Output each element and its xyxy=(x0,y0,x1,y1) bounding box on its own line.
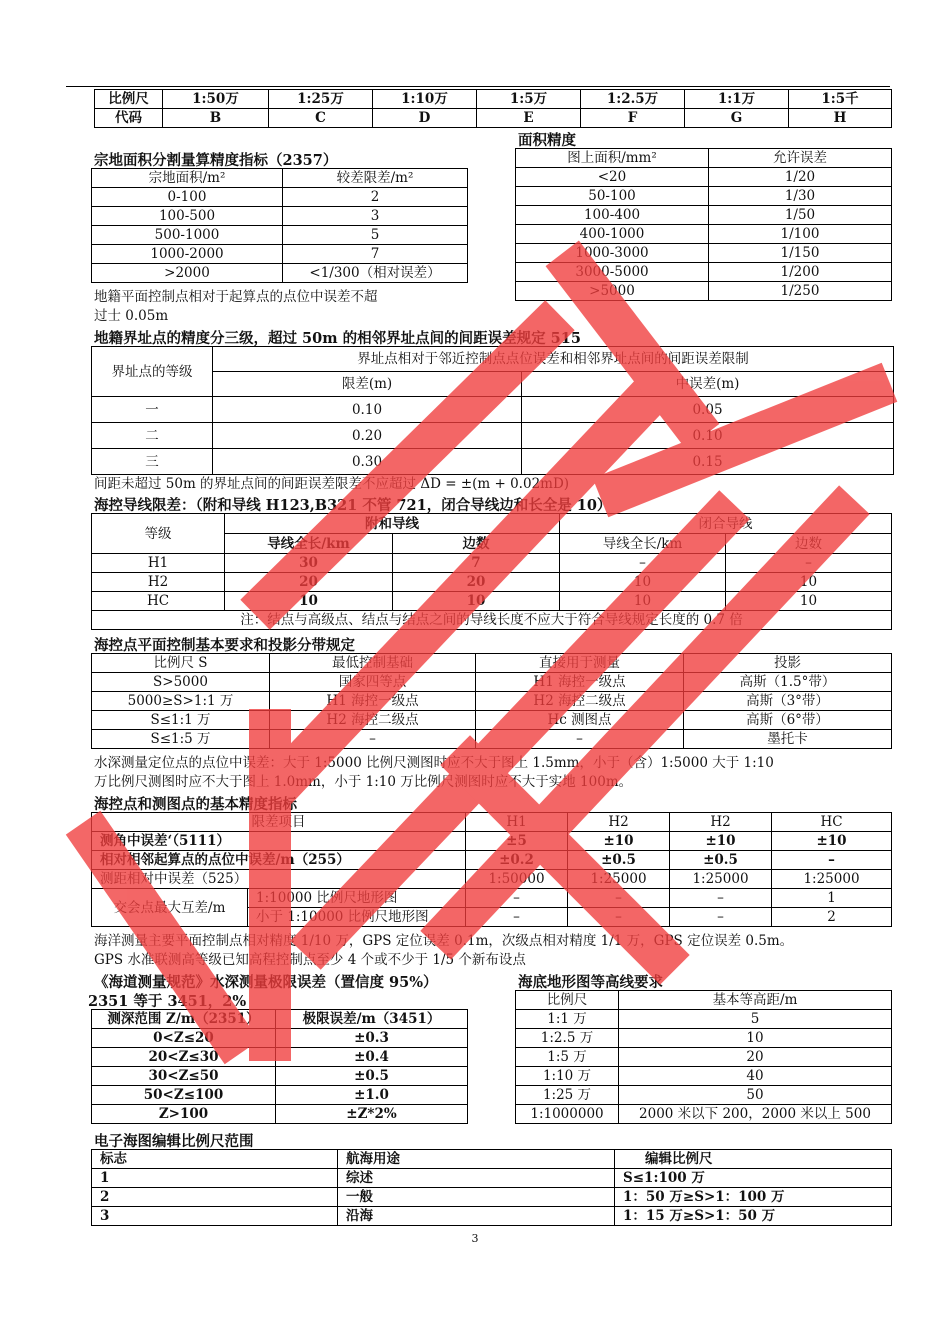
table-header-cell: 投影 xyxy=(684,654,892,673)
table-cell: 400-1000 xyxy=(516,225,709,244)
table-cell: 相对相邻起算点的点位中误差/m（255） xyxy=(92,851,466,870)
table-cell: H2 海控二级点 xyxy=(476,692,684,711)
table-cell: <20 xyxy=(516,168,709,187)
table-cell: 7 xyxy=(393,554,560,573)
table-row xyxy=(92,188,468,207)
table-cell: 1:10万 xyxy=(373,90,477,109)
table-row xyxy=(516,187,892,206)
table-cell: 1:25000 xyxy=(568,870,670,889)
table-header-cell: 界址点相对于邻近控制点点位误差和相邻界址点间的间距误差限制 xyxy=(213,347,894,372)
table-cell: 1:25000 xyxy=(670,870,772,889)
table-row xyxy=(516,1029,892,1048)
table-cell: 1:5 万 xyxy=(516,1048,619,1067)
table-row xyxy=(92,1029,468,1048)
table-row xyxy=(516,225,892,244)
table-cell: 3 xyxy=(283,207,468,226)
basic-req-table xyxy=(91,653,892,749)
table-cell: 1:1万 xyxy=(685,90,789,109)
precision-note-line2: GPS 水准联测高等级已知高程控制点至少 4 个或不少于 1/5 个新布设点 xyxy=(94,952,526,968)
parcel-title: 宗地面积分割量算精度指标（2357） xyxy=(94,152,338,169)
table-cell: 高斯（6°带） xyxy=(684,711,892,730)
table-row xyxy=(516,282,892,301)
table-cell: S≤1:100 万 xyxy=(615,1169,892,1188)
table-cell: 1:10000 比例尺地形图 xyxy=(248,889,466,908)
table-cell: 1:2.5万 xyxy=(581,90,685,109)
table-row xyxy=(516,1067,892,1086)
table-header-cell: 边数 xyxy=(726,534,892,554)
table-cell: 1:25000 xyxy=(772,870,892,889)
table-cell: 2 xyxy=(92,1188,338,1207)
depth-title: 《海道测量规范》水深测量极限误差（置信度 95%） xyxy=(94,974,438,991)
table-row xyxy=(516,168,892,187)
table-cell: 1:5万 xyxy=(477,90,581,109)
table-cell: 2 xyxy=(283,188,468,207)
contour-table xyxy=(515,990,892,1124)
table-cell: 50<Z≤100 xyxy=(92,1086,276,1105)
table-cell: ±1.0 xyxy=(276,1086,468,1105)
table-cell: 0-100 xyxy=(92,188,283,207)
table-cell: 测距相对中误差（525） xyxy=(92,870,466,889)
table-header-row xyxy=(92,1150,892,1169)
table-cell: 1 xyxy=(92,1169,338,1188)
contour-title: 海底地形图等高线要求 xyxy=(518,974,663,991)
boundary-table xyxy=(91,346,894,475)
table-cell: >5000 xyxy=(516,282,709,301)
table-row xyxy=(92,730,892,749)
table-row xyxy=(516,244,892,263)
table-cell: – xyxy=(670,889,772,908)
table-cell: 100-400 xyxy=(516,206,709,225)
table-header-cell: 限差项目 xyxy=(92,813,466,832)
table-cell: 1/250 xyxy=(709,282,892,301)
table-cell: H1 海控一级点 xyxy=(270,692,476,711)
table-cell: H1 xyxy=(92,554,225,573)
table-cell: 10 xyxy=(726,573,892,592)
table-cell: 墨托卡 xyxy=(684,730,892,749)
table-cell: ±0.5 xyxy=(276,1067,468,1086)
table-header-row xyxy=(92,347,894,372)
table-cell: 5000≥S>1:1 万 xyxy=(92,692,270,711)
table-cell: 10 xyxy=(393,592,560,611)
table-cell: 20 xyxy=(619,1048,892,1067)
traverse-title: 海控导线限差：（附和导线 H123,B321 不管 721，闭合导线边和长全是 10） xyxy=(94,497,612,514)
table-cell: 1:1000000 xyxy=(516,1105,619,1124)
table-cell: 1/100 xyxy=(709,225,892,244)
table-cell: ±0.5 xyxy=(670,851,772,870)
table-row xyxy=(92,1086,468,1105)
table-cell: 1:2.5 万 xyxy=(516,1029,619,1048)
table-cell: H1 海控一级点 xyxy=(476,673,684,692)
table-cell: 0<Z≤20 xyxy=(92,1029,276,1048)
table-row xyxy=(516,1048,892,1067)
table-cell: – xyxy=(560,554,726,573)
enc-table xyxy=(91,1149,892,1226)
table-row xyxy=(92,611,892,630)
table-cell: 20 xyxy=(225,573,393,592)
table-cell: 1000-2000 xyxy=(92,245,283,264)
table-cell: 1：15 万≥S>1：50 万 xyxy=(615,1207,892,1226)
table-cell: H xyxy=(789,109,892,128)
table-cell: 30 xyxy=(225,554,393,573)
table-cell: ±10 xyxy=(670,832,772,851)
table-row xyxy=(516,263,892,282)
header-rule xyxy=(66,86,890,87)
table-row xyxy=(516,206,892,225)
table-header-cell: 基本等高距/m xyxy=(619,991,892,1010)
table-cell: 一般 xyxy=(338,1188,615,1207)
table-cell: 高斯（1.5°带） xyxy=(684,673,892,692)
boundary-note: 间距未超过 50m 的界址点间的间距误差限差不应超过 ΔD = ±(m + 0.02mD) xyxy=(94,476,570,492)
table-cell: ±0.3 xyxy=(276,1029,468,1048)
table-header-cell: 航海用途 xyxy=(338,1150,615,1169)
table-cell: Hc 测图点 xyxy=(476,711,684,730)
table-cell: H2 xyxy=(92,573,225,592)
table-header-cell: H1 xyxy=(466,813,568,832)
table-cell: – xyxy=(476,730,684,749)
table-row xyxy=(516,1010,892,1029)
table-row xyxy=(92,423,894,449)
table-row xyxy=(92,870,892,889)
table-header-row xyxy=(92,372,894,397)
table-cell: 综述 xyxy=(338,1169,615,1188)
table-cell: 2000 米以下 200，2000 米以上 500 xyxy=(619,1105,892,1124)
table-cell: 1：50 万≥S>1：100 万 xyxy=(615,1188,892,1207)
table-cell: 10 xyxy=(560,573,726,592)
scale-code-table xyxy=(94,89,892,128)
table-cell: 30<Z≤50 xyxy=(92,1067,276,1086)
table-cell: 5 xyxy=(283,226,468,245)
table-header-row xyxy=(92,813,892,832)
table-row xyxy=(92,1105,468,1124)
table-cell: HC xyxy=(92,592,225,611)
parcel-note-line2: 过士 0.05m xyxy=(94,308,169,324)
table-cell: 0.15 xyxy=(522,449,894,475)
table-row xyxy=(95,109,892,128)
traverse-table xyxy=(91,513,892,630)
table-row xyxy=(92,1207,892,1226)
table-cell: 20 xyxy=(393,573,560,592)
table-header-cell: 图上面积/mm² xyxy=(516,149,709,168)
table-header-cell: 附和导线 xyxy=(225,514,560,534)
table-cell: 1:5千 xyxy=(789,90,892,109)
table-cell: ±5 xyxy=(466,832,568,851)
table-cell: 沿海 xyxy=(338,1207,615,1226)
table-header-cell: 允许误差 xyxy=(709,149,892,168)
table-cell: 40 xyxy=(619,1067,892,1086)
table-cell: 0.10 xyxy=(213,397,522,423)
table-header-cell: H2 xyxy=(670,813,772,832)
precision-title: 海控点和测图点的基本精度指标 xyxy=(94,796,297,813)
area-precision-table xyxy=(515,148,892,301)
table-cell: 1/30 xyxy=(709,187,892,206)
table-row xyxy=(92,264,468,283)
table-cell: ±Z*2% xyxy=(276,1105,468,1124)
table-header-cell: 边数 xyxy=(393,534,560,554)
table-row xyxy=(92,832,892,851)
basic-req-note-line2: 万比例尺测图时应不大于图上 1.0mm，小于 1:10 万比例尺测图时应不大于实地 100m。 xyxy=(94,774,633,790)
table-cell: S≤1:1 万 xyxy=(92,711,270,730)
table-cell: 三 xyxy=(92,449,213,475)
table-cell: 0.05 xyxy=(522,397,894,423)
table-cell: 1000-3000 xyxy=(516,244,709,263)
table-cell: 测角中误差‘（5111） xyxy=(92,832,466,851)
table-cell: 小于 1:10000 比例尺地形图 xyxy=(248,908,466,927)
table-row xyxy=(92,449,894,475)
precision-table xyxy=(91,812,892,927)
table-header-cell: 中误差(m) xyxy=(522,372,894,397)
table-header-cell: 较差限差/m² xyxy=(283,169,468,188)
table-header-row xyxy=(92,1010,468,1029)
table-cell: ±10 xyxy=(568,832,670,851)
table-header-cell: 闭合导线 xyxy=(560,514,892,534)
table-header-cell: 比例尺 S xyxy=(92,654,270,673)
table-cell: 1:25万 xyxy=(269,90,373,109)
table-cell: S>5000 xyxy=(92,673,270,692)
table-cell: ±10 xyxy=(772,832,892,851)
table-cell: – xyxy=(568,908,670,927)
table-header-cell: 界址点的等级 xyxy=(92,347,213,397)
table-cell: 0.10 xyxy=(522,423,894,449)
table-cell: 20<Z≤30 xyxy=(92,1048,276,1067)
table-cell: 高斯（3°带） xyxy=(684,692,892,711)
table-cell: 100-500 xyxy=(92,207,283,226)
table-cell: ±0.4 xyxy=(276,1048,468,1067)
table-cell: 比例尺 xyxy=(95,90,163,109)
basic-req-note-line1: 水深测量定位点的点位中误差：大于 1:5000 比例尺测图时应不大于图上 1.5mm，小于（含）1:5000 大于 1:10 xyxy=(94,755,774,771)
table-header-cell: 极限误差/m（3451） xyxy=(276,1010,468,1029)
table-row xyxy=(92,207,468,226)
table-cell: 50 xyxy=(619,1086,892,1105)
table-header-row xyxy=(92,654,892,673)
table-header-row xyxy=(92,514,892,534)
table-cell: 0.20 xyxy=(213,423,522,449)
table-cell: <1/300（相对误差） xyxy=(283,264,468,283)
table-row xyxy=(92,554,892,573)
table-row xyxy=(92,1169,892,1188)
table-header-cell: HC xyxy=(772,813,892,832)
table-cell: 1:25 万 xyxy=(516,1086,619,1105)
table-cell: Z>100 xyxy=(92,1105,276,1124)
table-header-cell: H2 xyxy=(568,813,670,832)
table-cell: 一 xyxy=(92,397,213,423)
table-header-cell: 导线全长/km xyxy=(560,534,726,554)
table-cell: 3 xyxy=(92,1207,338,1226)
table-note-cell: 注：结点与高级点、结点与结点之间的导线长度不应大于符合导线规定长度的 0.7 倍 xyxy=(92,611,892,630)
table-cell: – xyxy=(466,889,568,908)
table-cell: 1:1 万 xyxy=(516,1010,619,1029)
page-number: 3 xyxy=(471,1232,479,1245)
table-row xyxy=(92,673,892,692)
table-cell: 10 xyxy=(726,592,892,611)
table-cell: 代码 xyxy=(95,109,163,128)
table-row xyxy=(92,573,892,592)
table-row xyxy=(92,711,892,730)
table-row xyxy=(92,397,894,423)
table-row xyxy=(92,245,468,264)
table-header-cell: 测深范围 Z/m（2351） xyxy=(92,1010,276,1029)
table-cell: 1 xyxy=(772,889,892,908)
table-cell: 国家四等点 xyxy=(270,673,476,692)
table-row xyxy=(92,692,892,711)
table-cell: – xyxy=(568,889,670,908)
table-cell: S≤1:5 万 xyxy=(92,730,270,749)
table-cell: ±0.2 xyxy=(466,851,568,870)
table-cell: – xyxy=(772,851,892,870)
table-cell: 5 xyxy=(619,1010,892,1029)
table-cell: 交会点最大互差/m xyxy=(92,889,248,927)
table-row xyxy=(92,1048,468,1067)
table-row xyxy=(95,90,892,109)
table-cell: 1/150 xyxy=(709,244,892,263)
table-cell: 10 xyxy=(619,1029,892,1048)
table-header-cell: 最低控制基础 xyxy=(270,654,476,673)
table-cell: 50-100 xyxy=(516,187,709,206)
table-cell: 3000-5000 xyxy=(516,263,709,282)
table-row xyxy=(92,592,892,611)
table-row xyxy=(516,1086,892,1105)
table-cell: 10 xyxy=(225,592,393,611)
table-header-cell: 导线全长/km xyxy=(225,534,393,554)
table-row xyxy=(92,889,892,908)
table-cell: ±0.5 xyxy=(568,851,670,870)
area-precision-title: 面积精度 xyxy=(518,132,576,149)
table-row xyxy=(92,226,468,245)
table-row xyxy=(516,1105,892,1124)
table-cell: 0.30 xyxy=(213,449,522,475)
boundary-title: 地籍界址点的精度分三级，超过 50m 的相邻界址点间的间距误差规定 515 xyxy=(94,330,581,347)
table-cell: – xyxy=(726,554,892,573)
table-cell: G xyxy=(685,109,789,128)
precision-note-line1: 海洋测量主要平面控制点相对精度 1/10 万，GPS 定位误差 0.1m，次级点相对精度 1/1 万，GPS 定位误差 0.5m。 xyxy=(94,933,794,949)
table-header-cell: 宗地面积/m² xyxy=(92,169,283,188)
table-cell: – xyxy=(270,730,476,749)
table-header-cell: 直接用于测量 xyxy=(476,654,684,673)
table-header-cell: 限差(m) xyxy=(213,372,522,397)
table-cell: 10 xyxy=(560,592,726,611)
table-row xyxy=(92,1188,892,1207)
table-cell: 7 xyxy=(283,245,468,264)
table-cell: D xyxy=(373,109,477,128)
table-cell: 1:50万 xyxy=(163,90,269,109)
table-cell: 1/50 xyxy=(709,206,892,225)
table-cell: E xyxy=(477,109,581,128)
table-cell: – xyxy=(670,908,772,927)
parcel-note-line1: 地籍平面控制点相对于起算点的点位中误差不超 xyxy=(94,289,378,305)
table-header-cell: 标志 xyxy=(92,1150,338,1169)
enc-title: 电子海图编辑比例尺范围 xyxy=(94,1133,254,1150)
table-header-cell: 编辑比例尺 xyxy=(615,1150,892,1169)
table-cell: 2 xyxy=(772,908,892,927)
table-header-cell: 等级 xyxy=(92,514,225,554)
depth-table xyxy=(91,1009,468,1124)
table-cell: >2000 xyxy=(92,264,283,283)
table-row xyxy=(92,851,892,870)
depth-subtitle: 2351 等于 3451，2% xyxy=(88,993,247,1010)
table-cell: B xyxy=(163,109,269,128)
basic-req-title: 海控点平面控制基本要求和投影分带规定 xyxy=(94,637,355,654)
table-header-row xyxy=(92,169,468,188)
table-cell: F xyxy=(581,109,685,128)
parcel-area-table xyxy=(91,168,468,283)
table-cell: 二 xyxy=(92,423,213,449)
table-header-row xyxy=(516,991,892,1010)
table-header-row xyxy=(516,149,892,168)
table-cell: 1/200 xyxy=(709,263,892,282)
table-header-cell: 比例尺 xyxy=(516,991,619,1010)
table-cell: 1:50000 xyxy=(466,870,568,889)
table-cell: 500-1000 xyxy=(92,226,283,245)
table-row xyxy=(92,1067,468,1086)
table-cell: 1:10 万 xyxy=(516,1067,619,1086)
table-cell: – xyxy=(466,908,568,927)
table-cell: 1/20 xyxy=(709,168,892,187)
table-cell: C xyxy=(269,109,373,128)
table-cell: H2 海控二级点 xyxy=(270,711,476,730)
